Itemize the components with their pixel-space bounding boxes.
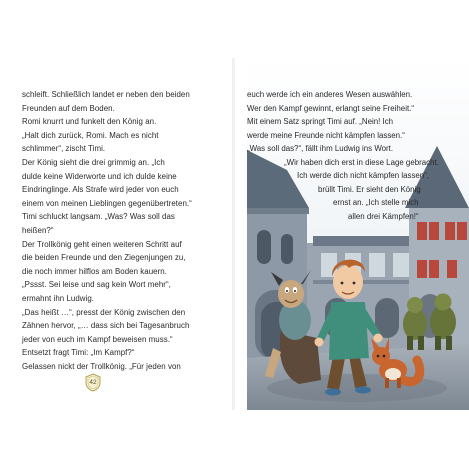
text-line: Eindringlinge. Als Strafe wird jeder von euch — [22, 185, 179, 195]
text-line: jeder von euch im Kampf beweisen muss.“ — [22, 334, 173, 344]
text-line: „Was soll das?“, fällt ihm Ludwig ins Wort. — [247, 144, 394, 154]
text-line: „Das heißt …“, presst der König zwischen den — [22, 307, 186, 317]
text-line: Der König sieht die drei grimmig an. „Ich — [22, 157, 165, 167]
text-line: dulde keine Widerworte und ich dulde keine — [22, 171, 177, 181]
text-line: schleift. Schließlich landet er neben den beiden — [22, 90, 190, 99]
text-line: schlimmer“, zischt Timi. — [22, 144, 106, 154]
right-page-text-top — [247, 88, 414, 156]
text-line: ermahnt ihn Ludwig. — [22, 293, 95, 303]
text-line: „Halt dich zurück, Romi. Mach es nicht — [22, 130, 159, 140]
text-line: Ich werde dich nicht kämpfen lassen“, — [297, 171, 430, 180]
right-page — [247, 58, 469, 410]
text-line: Timi schluckt langsam. „Was? Was soll das — [22, 212, 175, 222]
text-line: die beiden Freunde und den Ziegenjungen zu, — [22, 253, 186, 263]
text-line: Mit einem Satz springt Timi auf. „Nein! Ich — [247, 117, 394, 127]
text-line: Der Trollkönig geht einen weiteren Schritt auf — [22, 239, 182, 249]
left-page-text — [22, 88, 218, 373]
text-line: Wer den Kampf gewinnt, erlangt seine Freiheit.“ — [247, 103, 414, 113]
book-gutter — [232, 58, 235, 410]
text-line: ernst an. „Ich stelle mich — [333, 198, 419, 207]
page-number-badge — [84, 373, 102, 392]
text-line: „Pssst. Sei leise und sag kein Wort mehr“, — [22, 280, 171, 290]
text-line: einem von meinen Lieblingen gegenübertreten.“ — [22, 198, 192, 208]
page-number: 42 — [89, 379, 97, 386]
text-line: brüllt Timi. Er sieht den König — [318, 185, 421, 194]
text-line: allen drei Kämpfen!“ — [348, 212, 419, 221]
text-line: Freunden auf dem Boden. — [22, 103, 115, 113]
text-line: Gelassen nickt der Trollkönig. „Für jeden von — [22, 361, 181, 371]
text-line: werde meine Freunde nicht kämpfen lassen.“ — [247, 130, 405, 140]
text-line: Romi knurrt und funkelt den König an. — [22, 117, 157, 127]
text-line: „Wir haben dich erst in diese Lage gebracht. — [284, 158, 439, 167]
text-line: heißen?“ — [22, 225, 54, 235]
text-line: Zähnen hervor, „… dass sich bei Tagesanbruch — [22, 321, 190, 331]
text-line: euch werde ich ein anderes Wesen auswählen. — [247, 90, 413, 99]
text-line: die noch immer hilflos am Boden kauern. — [22, 266, 167, 276]
text-line: Entsetzt fragt Timi: „Im Kampf?“ — [22, 348, 135, 358]
